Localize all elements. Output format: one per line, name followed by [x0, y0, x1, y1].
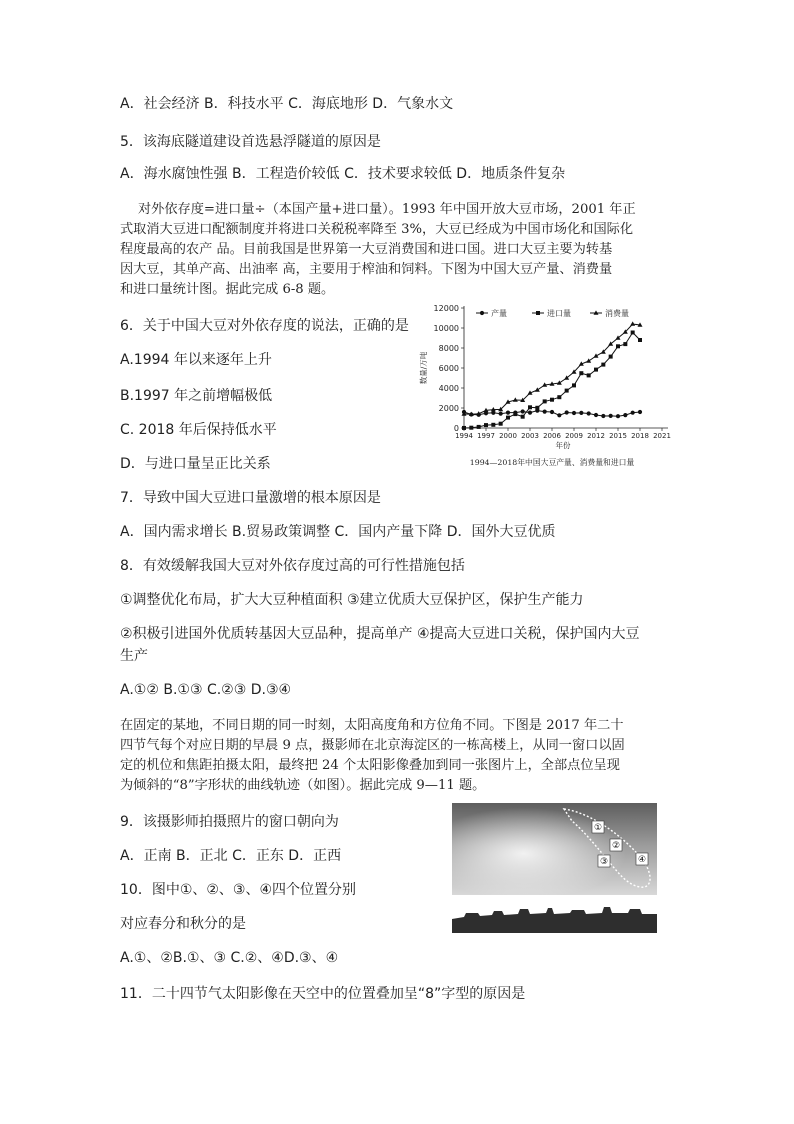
x-tick-label: 2021: [653, 432, 671, 440]
soy-intro-paragraph: [120, 200, 680, 300]
data-point-square: [484, 423, 488, 427]
x-tick-label: 2012: [587, 432, 605, 440]
data-point-circle: [557, 413, 561, 417]
x-tick-label: 2006: [543, 432, 561, 440]
q5-stem: 5．该海底隧道建设首选悬浮隧道的原因是: [120, 134, 381, 150]
sun-intro-line: 四节气每个对应日期的早晨 9 点，摄影师在北京海淀区的一栋高楼上，从同一窗口以固: [120, 738, 625, 753]
data-point-square: [579, 371, 583, 375]
data-point-square: [543, 399, 547, 403]
data-point-square: [594, 368, 598, 372]
y-tick-label: 4000: [438, 384, 459, 393]
chart-caption: 1994—2018年中国大豆产量、消费量和进口量: [469, 458, 635, 467]
soy-intro-line: 因大豆，其单产高、出油率 高，主要用于榨油和饲料。下图为中国大豆产量、消费量: [120, 262, 613, 277]
data-point-square: [491, 423, 495, 427]
data-point-circle: [587, 411, 591, 415]
x-tick-label: 2003: [521, 432, 539, 440]
q6-option-a: A.1994 年以来逐年上升: [120, 352, 272, 368]
y-tick-label: 8000: [438, 344, 459, 353]
data-point-square: [513, 412, 517, 416]
data-point-circle: [631, 411, 635, 415]
data-point-circle: [506, 411, 510, 415]
data-point-square: [572, 383, 576, 387]
sun-intro-paragraph: [120, 716, 680, 796]
y-tick-label: 0: [453, 424, 459, 433]
data-point-square: [535, 406, 539, 410]
data-point-circle: [499, 412, 503, 416]
q9-stem: 9．该摄影师拍摄照片的窗口朝向为: [120, 814, 339, 830]
soy-intro-line: 式取消大豆进口配额制度并将进口关税税率降至 3%，大豆已经成为中国市场化和国际化: [120, 222, 634, 237]
data-point-circle: [579, 411, 583, 415]
soybean-statistics-chart: [418, 300, 680, 470]
q8-options: A.①② B.①③ C.②③ D.③④: [120, 682, 292, 698]
sun-intro-line: 在固定的某地，不同日期的同一时刻，太阳高度角和方位角不同。下图是 2017 年二十: [120, 718, 624, 733]
marker-4: ④: [637, 855, 647, 865]
data-point-square: [557, 395, 561, 399]
data-point-triangle: [586, 358, 591, 362]
data-point-square: [587, 373, 591, 377]
data-point-circle: [594, 413, 598, 417]
data-point-square: [506, 416, 510, 420]
x-tick-label: 2015: [609, 432, 627, 440]
data-point-circle: [609, 414, 613, 418]
y-axis-label: 数量/万吨: [419, 351, 428, 385]
marker-1: ①: [593, 823, 603, 833]
x-tick-label: 2009: [565, 432, 583, 440]
y-tick-label: 10000: [433, 324, 459, 333]
data-point-circle: [572, 411, 576, 415]
q8-stem: 8．有效缓解我国大豆对外依存度过高的可行性措施包括: [120, 558, 465, 574]
data-point-square: [462, 426, 466, 430]
q6-option-b: B.1997 年之前增幅极低: [120, 388, 273, 404]
y-tick-label: 2000: [438, 404, 459, 413]
y-tick-label: 12000: [433, 304, 459, 313]
data-point-square: [609, 355, 613, 359]
x-tick-label: 1997: [477, 432, 495, 440]
q8-item-2-4: ②积极引进国外优质转基因大豆品种，提高单产 ④提高大豆进口关税，保护国内大豆: [120, 626, 640, 642]
data-point-circle: [543, 410, 547, 414]
data-point-square: [528, 405, 532, 409]
q6-option-d: D．与进口量呈正比关系: [120, 456, 271, 472]
legend-label: 产量: [491, 309, 507, 318]
q10-stem-continued: 对应春分和秋分的是: [120, 916, 246, 932]
data-point-triangle: [630, 321, 635, 325]
soy-intro-line: 和进口量统计图。据此完成 6-8 题。: [120, 282, 335, 297]
sun-analemma-photo: [452, 803, 657, 933]
data-point-square: [469, 426, 473, 430]
legend-label: 进口量: [547, 309, 571, 318]
q10-options: A.①、②B.①、③ C.②、④D.③、④: [120, 950, 339, 966]
q7-stem: 7．导致中国大豆进口量激增的根本原因是: [120, 490, 381, 506]
data-point-square: [550, 398, 554, 402]
legend-marker-square: [536, 311, 540, 315]
data-point-square: [623, 342, 627, 346]
x-tick-label: 1994: [455, 432, 473, 440]
data-point-square: [638, 338, 642, 342]
data-point-circle: [623, 413, 627, 417]
sun-intro-line: 为倾斜的“8”字形状的曲线轨迹（如图）。据此完成 9—11 题。: [120, 778, 486, 793]
data-point-square: [631, 331, 635, 335]
q5-options: A．海水腐蚀性强 B．工程造价较低 C．技术要求较低 D．地质条件复杂: [120, 166, 566, 182]
sun-intro-line: 定的机位和焦距拍摄太阳，最终把 24 个太阳影像叠加到同一张图片上，全部点位呈现: [120, 758, 620, 773]
q10-stem: 10．图中①、②、③、④四个位置分别: [120, 882, 357, 898]
data-point-circle: [528, 411, 532, 415]
q9-options: A．正南 B．正北 C．正东 D．正西: [120, 848, 342, 864]
data-point-circle: [616, 414, 620, 418]
y-tick-label: 6000: [438, 364, 459, 373]
marker-3: ③: [599, 857, 609, 867]
marker-2: ②: [611, 841, 621, 851]
x-axis-label: 年份: [555, 441, 571, 450]
legend-marker-circle: [480, 311, 484, 315]
data-point-square: [499, 422, 503, 426]
x-tick-label: 2000: [499, 432, 517, 440]
data-point-square: [521, 415, 525, 419]
q8-item-2-4-continued: 生产: [120, 648, 148, 664]
soy-intro-line: 对外依存度=进口量÷（本国产量+进口量）。1993 年中国开放大豆市场，2001 年正: [138, 202, 636, 217]
q6-option-c: C. 2018 年后保持低水平: [120, 422, 277, 438]
data-point-circle: [638, 410, 642, 414]
q7-options: A．国内需求增长 B.贸易政策调整 C．国内产量下降 D．国外大豆优质: [120, 524, 556, 540]
data-point-circle: [521, 409, 525, 413]
data-point-circle: [565, 410, 569, 414]
q11-stem: 11．二十四节气太阳影像在天空中的位置叠加呈“8”字型的原因是: [120, 986, 526, 1002]
data-point-square: [565, 389, 569, 393]
data-point-circle: [601, 414, 605, 418]
legend-label: 消费量: [605, 309, 629, 318]
q6-stem: 6．关于中国大豆对外依存度的说法，正确的是: [120, 318, 409, 334]
data-point-triangle: [557, 380, 562, 384]
data-point-square: [601, 363, 605, 367]
data-point-circle: [550, 410, 554, 414]
data-point-square: [477, 425, 481, 429]
q4-options: A．社会经济 B．科技水平 C．海底地形 D．气象水文: [120, 96, 454, 112]
x-tick-label: 2018: [631, 432, 649, 440]
soy-intro-line: 程度最高的农产 品。目前我国是世界第一大豆消费国和进口国。进口大豆主要为转基: [120, 242, 613, 257]
q8-item-1-3: ①调整优化布局，扩大大豆种植面积 ③建立优质大豆保护区，保护生产能力: [120, 592, 584, 608]
data-point-square: [616, 344, 620, 348]
data-point-triangle: [535, 387, 540, 391]
